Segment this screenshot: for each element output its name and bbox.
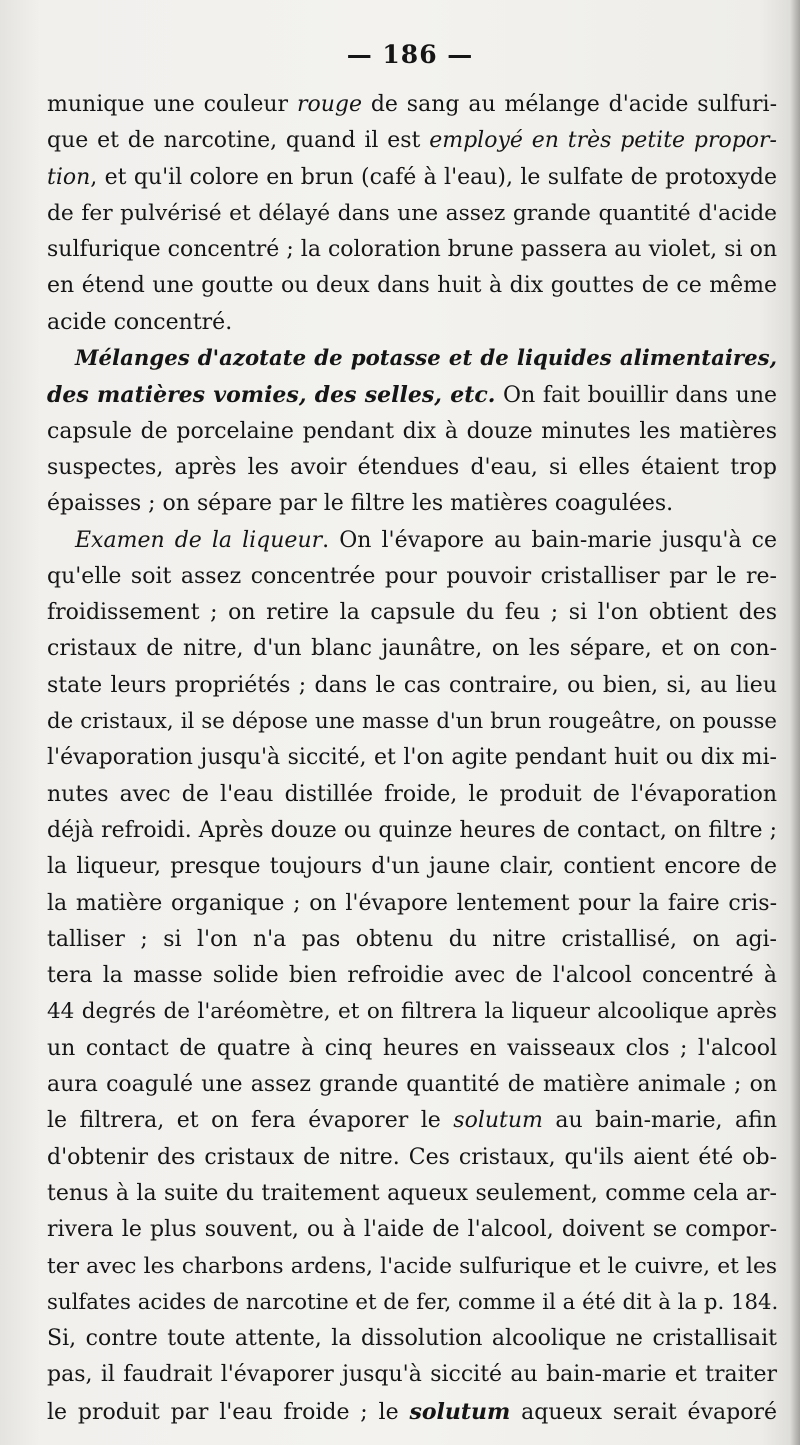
text-segment: la liqueur, presque toujours d'un jaune clair, contient encore de: [47, 854, 777, 880]
text-segment: pas, il faudrait l'évaporer jusqu'à siccité au bain-marie et traiter: [47, 1362, 777, 1388]
text-segment: d'obtenir des cristaux de nitre. Ces cristaux, qu'ils aient été ob-: [47, 1144, 777, 1170]
text-line: [47, 922, 777, 958]
text-line: [47, 994, 777, 1030]
text-line: [47, 704, 777, 740]
text-segment: rivera le plus souvent, ou à l'aide de l'alcool, doivent se compor-: [47, 1217, 777, 1243]
italic-segment: employé en très petite propor-: [429, 128, 777, 154]
text-segment: aura coagulé une assez grande quantité de matière animale ; on: [47, 1072, 777, 1098]
text-segment: de sang au mélange d'acide sulfuri-: [361, 92, 778, 117]
page-edge-shadow: [790, 0, 800, 1445]
text-line: [47, 268, 777, 304]
text-line: [47, 414, 777, 450]
text-segment: le produit par l'eau froide ; le: [47, 1399, 410, 1425]
text-line: [47, 377, 777, 413]
text-segment: au bain-marie, afin: [542, 1108, 778, 1134]
text-line: [47, 232, 777, 268]
text-line: [47, 740, 777, 776]
text-segment: tera la masse solide bien refroidie avec de l'alcool concentré à: [47, 963, 777, 989]
text-segment: On fait bouillir dans une: [495, 383, 778, 409]
text-segment: la matière organique ; on l'évapore lentement pour la faire cris-: [47, 890, 777, 916]
text-line: [47, 1357, 777, 1393]
text-segment: talliser ; si l'on n'a pas obtenu du nitre cristallisé, on agi-: [47, 926, 777, 952]
text-line: [47, 1067, 777, 1103]
text-segment: que et de narcotine, quand il est: [47, 128, 430, 154]
text-segment: un contact de quatre à cinq heures en vaisseaux clos ; l'alcool: [47, 1035, 777, 1061]
text-segment: froidissement ; on retire la capsule du feu ; si l'on obtient des: [47, 600, 777, 626]
text-segment: Si, contre toute attente, la dissolution alcoolique ne cristallisait: [47, 1326, 777, 1352]
text-line: [47, 1321, 777, 1357]
text-segment: , et qu'il colore en brun (café à l'eau), le sulfate de protoxyde: [90, 164, 777, 190]
text-line: [47, 1285, 777, 1321]
text-segment: en étend une goutte ou deux dans huit à dix gouttes de ce même: [47, 273, 777, 299]
text-line: [47, 631, 777, 667]
text-line: [47, 595, 777, 631]
text-segment: . On l'évapore au bain-marie jusqu'à ce: [322, 527, 777, 553]
text-line: [47, 668, 777, 704]
text-line: [47, 1249, 777, 1285]
italic-segment: solutum: [409, 1398, 511, 1425]
text-line: [47, 777, 777, 813]
text-segment: cristaux de nitre, d'un blanc jaunâtre, on les sépare, et on con-: [47, 636, 777, 662]
italic-segment: rouge: [296, 92, 362, 117]
page-number: — 186 —: [346, 40, 474, 69]
text-line: [47, 305, 777, 341]
text-line: [47, 523, 777, 559]
text-line: [47, 849, 777, 885]
text-line: [47, 1394, 777, 1430]
text-line: [47, 886, 777, 922]
text-line: [47, 341, 777, 377]
text-segment: capsule de porcelaine pendant dix à douze minutes les matières: [47, 418, 777, 444]
text-line: [47, 123, 777, 159]
text-segment: suspectes, après les avoir étendues d'eau, si elles étaient trop: [47, 454, 777, 480]
text-segment: acide concentré.: [47, 309, 233, 335]
text-line: [47, 1212, 777, 1248]
text-segment: épaisses ; on sépare par le filtre les matières coagulées.: [47, 491, 674, 517]
text-line: [47, 87, 777, 123]
italic-segment: Examen de la liqueur: [75, 527, 323, 553]
text-line: [47, 1031, 777, 1067]
text-line: [47, 1140, 777, 1176]
text-line: [47, 1103, 777, 1139]
text-segment: state leurs propriétés ; dans le cas contraire, ou bien, si, au lieu: [47, 672, 777, 698]
italic-segment: tion: [47, 164, 91, 190]
text-line: [47, 813, 777, 849]
italic-segment: Mélanges d'azotate de potasse et de liquides alimentaires,: [75, 346, 777, 372]
text-segment: de fer pulvérisé et délayé dans une assez grande quantité d'acide: [47, 200, 777, 226]
text-line: [47, 450, 777, 486]
italic-segment: des matières vomies, des selles, etc.: [47, 382, 496, 409]
text-segment: sulfurique concentré ; la coloration brune passera au violet, si on: [47, 237, 777, 263]
text-segment: le filtrera, et on fera évaporer le: [47, 1108, 454, 1134]
text-segment: qu'elle soit assez concentrée pour pouvoir cristalliser par le re-: [47, 563, 777, 589]
text-segment: ter avec les charbons ardens, l'acide sulfurique et le cuivre, et les: [47, 1253, 777, 1279]
text-segment: l'évaporation jusqu'à siccité, et l'on agite pendant huit ou dix mi-: [47, 745, 777, 771]
text-segment: déjà refroidi. Après douze ou quinze heures de contact, on filtre ;: [47, 817, 777, 843]
text-segment: nutes avec de l'eau distillée froide, le produit de l'évaporation: [47, 781, 777, 807]
text-segment: munique une couleur: [47, 92, 297, 117]
italic-segment: solutum: [453, 1108, 543, 1134]
text-line: [47, 958, 777, 994]
text-line: [47, 559, 777, 595]
text-line: [47, 486, 777, 522]
body-text: [47, 87, 777, 1430]
text-line: [47, 196, 777, 232]
text-line: [47, 160, 777, 196]
text-segment: aqueux serait évaporé: [510, 1399, 777, 1425]
text-segment: 44 degrés de l'aréomètre, et on filtrera la liqueur alcoolique après: [47, 999, 777, 1025]
text-segment: de cristaux, il se dépose une masse d'un brun rougeâtre, on pousse: [47, 709, 777, 735]
text-segment: sulfates acides de narcotine et de fer, comme il a été dit à la p. 184.: [47, 1289, 779, 1315]
text-line: [47, 1176, 777, 1212]
text-segment: tenus à la suite du traitement aqueux seulement, comme cela ar-: [47, 1180, 777, 1206]
